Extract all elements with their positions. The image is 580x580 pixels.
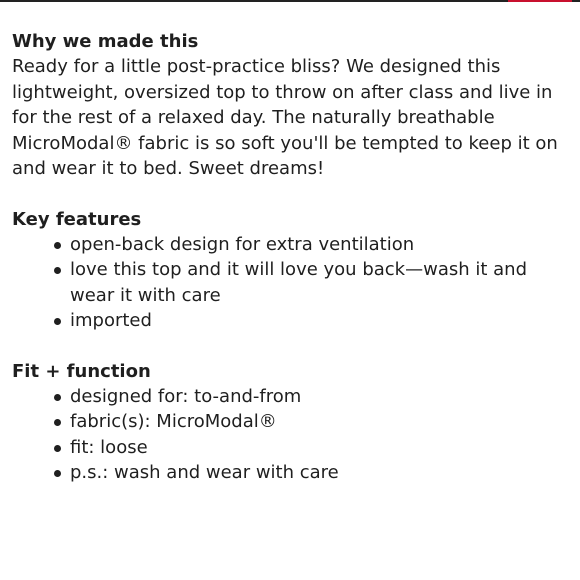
product-details [12, 29, 572, 486]
section-spacer [12, 334, 572, 359]
top-divider [0, 0, 580, 2]
fit-function-list [12, 384, 572, 486]
fit-text: designed for: to-and-from [70, 385, 302, 407]
bullet-icon [54, 419, 61, 426]
fit-text: fit: loose [70, 436, 148, 458]
key-features-heading: Key features [12, 208, 142, 230]
list-item [12, 308, 560, 334]
list-item [12, 384, 560, 410]
key-features-list [12, 232, 572, 334]
why-description: Ready for a little post-practice bliss? We designed this lightweight, oversized top to throw on after class and live in for the rest of a relaxed day. The naturally breathable MicroModal® fabric is so soft you'll be tempted to keep it on and wear it to bed. Sweet dreams! [12, 56, 558, 179]
list-item [12, 435, 560, 461]
fit-text: fabric(s): MicroModal® [70, 411, 277, 432]
bullet-icon [54, 242, 61, 249]
bullet-icon [54, 318, 61, 325]
bullet-icon [54, 445, 61, 452]
top-accent-bar [508, 0, 572, 2]
list-item [12, 460, 560, 486]
list-item [12, 232, 560, 258]
feature-text: imported [70, 310, 152, 331]
list-item [12, 409, 560, 435]
feature-text: open-back design for extra ventilation [70, 233, 415, 255]
list-item [12, 257, 560, 308]
section-spacer [12, 182, 572, 207]
bullet-icon [54, 470, 61, 477]
bullet-icon [54, 394, 61, 401]
why-heading: Why we made this [12, 31, 199, 52]
fit-text: p.s.: wash and wear with care [70, 462, 339, 483]
feature-text: love this top and it will love you back—wash it and wear it with care [70, 259, 527, 306]
fit-function-heading: Fit + function [12, 360, 151, 382]
bullet-icon [54, 267, 61, 274]
